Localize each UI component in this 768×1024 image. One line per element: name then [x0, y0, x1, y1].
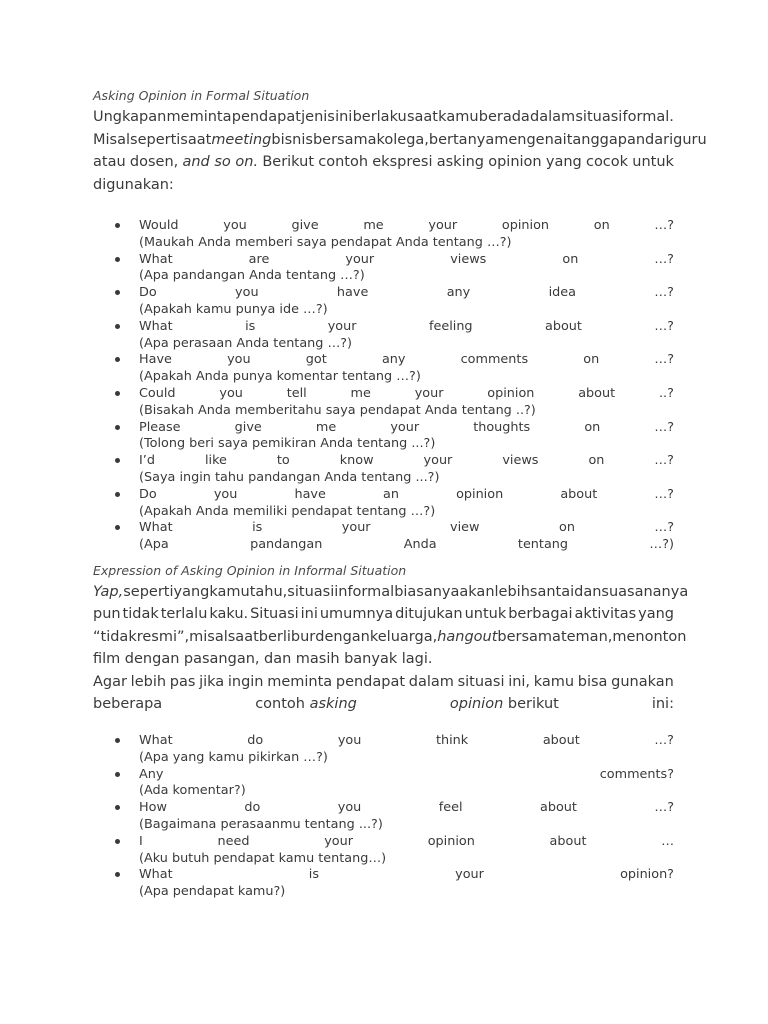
- expression-word: about: [578, 385, 616, 401]
- expression-word: you: [337, 800, 362, 816]
- expression-word: feel: [438, 800, 463, 816]
- expression-word: your: [428, 218, 458, 233]
- paragraph-word: berada: [478, 109, 530, 125]
- list-item: [93, 834, 674, 868]
- paragraph-word: bersama: [312, 131, 377, 148]
- paragraph-word: meeting: [211, 131, 272, 148]
- expression-word: your: [341, 520, 371, 536]
- paragraph-line: [93, 151, 674, 174]
- paragraph-word: yang: [638, 606, 674, 623]
- paragraph-word: formal.: [622, 109, 674, 125]
- expression-word: your: [423, 453, 453, 469]
- paragraph-word: biasanya: [394, 583, 460, 600]
- translation-word: pandangan: [250, 537, 323, 553]
- paragraph-word: situasi: [457, 673, 505, 690]
- paragraph-word: ini: [300, 606, 318, 623]
- document-page: [93, 86, 707, 901]
- list-item: [93, 520, 674, 554]
- paragraph-word: dengan: [315, 628, 370, 645]
- paragraph-word: untuk: [464, 606, 507, 623]
- expression-word: Could: [139, 385, 176, 401]
- expression-word: on: [558, 520, 575, 536]
- bullet-icon: [115, 391, 120, 396]
- indonesian-translation: [139, 302, 674, 319]
- expression-word: …?: [654, 251, 674, 267]
- paragraph-line: [93, 693, 674, 716]
- paragraph-word: situasi: [287, 583, 335, 600]
- expression-word: idea: [548, 285, 576, 301]
- expression-word: Have: [139, 352, 172, 368]
- list-item: [93, 867, 674, 901]
- paragraph-word: kolega,: [376, 131, 429, 148]
- expression-word: you: [337, 732, 362, 748]
- paragraph-word: bertanya: [428, 131, 495, 148]
- paragraph-word: beberapa: [93, 696, 163, 713]
- paragraph-word: bisnis: [271, 131, 313, 148]
- paragraph-word: pendapat: [335, 673, 406, 690]
- expression-word: view: [450, 520, 480, 536]
- paragraph-line: [93, 106, 674, 129]
- expression-word: to: [276, 453, 290, 469]
- list-item: [93, 352, 674, 386]
- translation-text: (Apakah kamu punya ide …?): [139, 301, 328, 317]
- expression-word: any: [446, 285, 471, 301]
- expression-word: your: [414, 385, 444, 401]
- paragraph-word: saat: [406, 109, 438, 125]
- expression-word: have: [336, 285, 369, 301]
- paragraph-word: Ungkapan: [93, 109, 167, 125]
- paragraph-word: berlaku: [352, 109, 407, 125]
- expression-word: an: [382, 486, 399, 502]
- paragraph-word: ingin: [227, 673, 264, 690]
- bullet-icon: [115, 839, 120, 844]
- expression-word: your: [327, 318, 357, 334]
- list-item: [93, 453, 674, 487]
- paragraph-word: umumnya: [319, 606, 394, 623]
- english-expression: [139, 520, 674, 537]
- paragraph-word: dalam: [408, 673, 454, 690]
- expression-word: …?: [654, 800, 674, 816]
- indonesian-translation: [139, 470, 674, 487]
- paragraph-word: meminta: [166, 109, 232, 125]
- paragraph-word: dalam: [530, 109, 576, 125]
- paragraph-word: lebih: [130, 673, 167, 690]
- paragraph-word: Situasi: [250, 606, 299, 623]
- paragraph-word: asking: [436, 154, 484, 170]
- paragraph-word: seperti: [130, 131, 181, 148]
- paragraph-word: Agar: [93, 673, 127, 690]
- expression-word: you: [227, 352, 251, 368]
- paragraph-line: [93, 603, 674, 626]
- paragraph-word: film: [93, 651, 121, 668]
- paragraph-word: ditujukan: [395, 606, 463, 623]
- expression-word: do: [244, 800, 261, 816]
- paragraph-word: contoh asking: [255, 696, 357, 713]
- expression-word: What: [139, 318, 173, 334]
- expression-word: ..?: [658, 385, 674, 401]
- paragraph-word: situasi: [575, 109, 623, 125]
- paragraph-line: [93, 581, 689, 604]
- paragraph-word: jika: [199, 673, 225, 690]
- paragraph-word: bisa: [577, 673, 608, 690]
- expression-word: comments: [460, 352, 529, 368]
- english-expression: [139, 285, 674, 302]
- indonesian-translation: [139, 537, 674, 554]
- translation-text: (Apa pandangan Anda tentang …?): [139, 268, 365, 284]
- paragraph-word: tahu,: [249, 583, 288, 600]
- english-expression: [139, 420, 674, 437]
- paragraph-line: [93, 671, 674, 694]
- paragraph-word: aktivitas: [574, 606, 637, 623]
- expression-word: give: [234, 419, 262, 435]
- english-expression: [139, 352, 674, 369]
- expression-word: Do: [139, 486, 157, 502]
- translation-text: (Bisakah Anda memberitahu saya pendapat Anda tentang ..?): [139, 402, 536, 418]
- bullet-icon: [115, 425, 120, 430]
- expression-word: …?: [654, 218, 674, 233]
- paragraph-word: pun: [93, 606, 121, 623]
- list-item: [93, 218, 674, 252]
- paragraph-word: berbagai: [508, 606, 573, 623]
- expression-word: What: [139, 251, 173, 267]
- paragraph-word: opinion berikut: [449, 696, 559, 713]
- expression-word: opinion?: [620, 867, 674, 883]
- paragraph-word: “tidak: [93, 628, 137, 645]
- bullet-icon: [115, 872, 120, 877]
- english-expression: [139, 487, 674, 504]
- expression-word: …?: [654, 520, 674, 536]
- expression-word: about: [545, 318, 582, 334]
- list-item: [93, 285, 674, 319]
- paragraph-word: keluarga,: [369, 628, 438, 645]
- translation-text: (Apakah Anda punya komentar tentang …?): [139, 369, 421, 385]
- bullet-icon: [115, 458, 120, 463]
- paragraph-word: tanggapan: [566, 131, 646, 148]
- paragraph-word: gunakan: [611, 673, 674, 690]
- expression-word: about: [540, 800, 577, 816]
- expression-word: What: [139, 732, 173, 748]
- translation-text: (Apa perasaan Anda tentang …?): [139, 335, 353, 351]
- paragraph-word: atau: [93, 154, 126, 170]
- paragraph-word: suasananya: [601, 583, 689, 600]
- expression-word: about: [542, 732, 580, 748]
- translation-word: Anda: [403, 537, 437, 553]
- paragraph-word: kamu: [533, 673, 575, 690]
- indonesian-translation: [139, 235, 674, 252]
- expression-word: feeling: [428, 318, 473, 334]
- paragraph-word: contoh: [318, 154, 369, 170]
- expression-word: …?: [654, 732, 674, 748]
- expression-word: thoughts: [473, 419, 531, 435]
- expression-word: on: [588, 453, 605, 469]
- paragraph-word: seperti: [123, 583, 174, 600]
- paragraph-word: berlibur: [258, 628, 316, 645]
- paragraph-formal-intro: [93, 106, 707, 196]
- expression-word: your: [390, 419, 420, 435]
- paragraph-word: teman,: [560, 628, 613, 645]
- paragraph-word: dari: [645, 131, 674, 148]
- expression-word: you: [223, 218, 247, 233]
- translation-word: tentang: [517, 537, 569, 553]
- bullet-icon: [115, 772, 120, 777]
- english-expression: [139, 453, 674, 470]
- paragraph-word: guru: [673, 131, 707, 148]
- expression-word: are: [248, 251, 270, 267]
- indonesian-translation: [139, 783, 674, 800]
- paragraph-word: jenis: [301, 109, 335, 125]
- bullet-icon: [115, 525, 120, 530]
- paragraph-word: kamu: [209, 583, 250, 600]
- paragraph-informal-intro: [93, 581, 689, 716]
- section-heading-formal: Asking Opinion in Formal Situation: [93, 88, 310, 103]
- expression-word: me: [315, 419, 337, 435]
- paragraph-line: [93, 129, 707, 152]
- paragraph-word: misal: [189, 628, 228, 645]
- bullet-icon: [115, 738, 120, 743]
- translation-text: (Apakah Anda memiliki pendapat tentang …?): [139, 503, 436, 519]
- paragraph-word: and so on.: [182, 154, 259, 170]
- expression-word: you: [235, 285, 259, 301]
- paragraph-word: Yap,: [93, 583, 124, 600]
- list-item: [93, 319, 674, 353]
- paragraph-word: yang: [545, 154, 582, 170]
- paragraph-word: yang: [173, 583, 210, 600]
- indonesian-translation: [139, 504, 674, 521]
- section-heading-informal: Expression of Asking Opinion in Informal Situation: [93, 562, 407, 578]
- expression-word: is: [308, 867, 319, 883]
- paragraph-word: banyak: [344, 651, 398, 668]
- paragraph-word: meminta: [267, 673, 333, 690]
- list-item: [93, 733, 674, 767]
- expression-word: Any: [139, 766, 164, 782]
- paragraph-word: pas: [169, 673, 196, 690]
- paragraph-word: ini:: [651, 696, 674, 713]
- paragraph-word: kaku.: [209, 606, 249, 623]
- paragraph-word: menonton: [612, 628, 687, 645]
- formal-expression-list: [93, 218, 674, 554]
- translation-text: (Maukah Anda memberi saya pendapat Anda tentang …?): [139, 234, 512, 250]
- translation-word: …?): [649, 537, 674, 553]
- paragraph-line: [93, 626, 687, 649]
- paragraph-word: masih: [295, 651, 340, 668]
- list-item: [93, 252, 674, 286]
- paragraph-word: santai: [529, 583, 575, 600]
- english-expression: [139, 319, 674, 336]
- list-item: [93, 767, 674, 801]
- expression-word: give: [291, 218, 319, 233]
- expression-word: …: [661, 833, 674, 849]
- expression-word: like: [204, 453, 227, 469]
- expression-word: you: [213, 486, 238, 502]
- english-expression: [139, 767, 674, 784]
- paragraph-word: saat: [227, 628, 259, 645]
- translation-text: (Apa yang kamu pikirkan …?): [139, 749, 328, 765]
- translation-text: (Saya ingin tahu pandangan Anda tentang ...?): [139, 469, 440, 485]
- english-expression: [139, 252, 674, 269]
- expression-word: …?: [654, 419, 674, 435]
- expression-word: your: [324, 833, 353, 849]
- expression-word: I: [139, 833, 143, 849]
- paragraph-word: ekspresi: [372, 154, 433, 170]
- list-item: [93, 386, 674, 420]
- indonesian-translation: [139, 884, 674, 901]
- paragraph-word: dan: [574, 583, 602, 600]
- paragraph-word: dengan: [124, 651, 180, 668]
- indonesian-translation: [139, 436, 674, 453]
- expression-word: need: [217, 833, 250, 849]
- english-expression: [139, 800, 674, 817]
- indonesian-translation: [139, 268, 674, 285]
- indonesian-translation: [139, 403, 674, 420]
- english-expression: [139, 867, 674, 884]
- paragraph-word: cocok: [585, 154, 629, 170]
- paragraph-word: resmi”,: [136, 628, 190, 645]
- bullet-icon: [115, 492, 120, 497]
- expression-word: What: [139, 867, 173, 883]
- expression-word: opinion: [456, 486, 504, 502]
- informal-expression-list: [93, 733, 674, 901]
- paragraph-word: ini: [335, 109, 353, 125]
- indonesian-translation: [139, 750, 674, 767]
- expression-word: any: [381, 352, 406, 368]
- paragraph-word: ini,: [508, 673, 531, 690]
- indonesian-translation: [139, 817, 674, 834]
- expression-word: I’d: [139, 453, 155, 469]
- paragraph-word: pasangan,: [183, 651, 260, 668]
- expression-word: …?: [654, 486, 674, 502]
- expression-word: Please: [139, 419, 181, 435]
- list-item: [93, 420, 674, 454]
- english-expression: [139, 733, 674, 750]
- expression-word: is: [252, 520, 263, 536]
- list-item: [93, 487, 674, 521]
- paragraph-word: lagi.: [401, 651, 433, 668]
- expression-word: What: [139, 520, 173, 536]
- paragraph-word: kamu: [438, 109, 479, 125]
- expression-word: opinion: [427, 833, 475, 849]
- translation-text: (Aku butuh pendapat kamu tentang…): [139, 850, 387, 866]
- expression-word: got: [305, 352, 327, 368]
- expression-word: your: [345, 251, 375, 267]
- indonesian-translation: [139, 851, 674, 868]
- english-expression: [139, 218, 674, 235]
- paragraph-word: dosen,: [129, 154, 179, 170]
- expression-word: think: [435, 732, 469, 748]
- expression-word: you: [219, 385, 243, 401]
- paragraph-word: digunakan:: [93, 176, 174, 193]
- bullet-icon: [115, 290, 120, 295]
- bullet-icon: [115, 324, 120, 329]
- paragraph-word: tidak: [122, 606, 159, 623]
- paragraph-word: terlalu: [160, 606, 208, 623]
- expression-word: How: [139, 800, 167, 816]
- expression-word: opinion: [501, 218, 550, 233]
- paragraph-word: informal: [334, 583, 395, 600]
- expression-word: on: [562, 251, 579, 267]
- expression-word: …?: [654, 318, 674, 334]
- paragraph-word: akan: [459, 583, 495, 600]
- indonesian-translation: [139, 369, 674, 386]
- expression-word: tell: [286, 385, 307, 401]
- paragraph-word: dan: [264, 651, 292, 668]
- expression-word: on: [593, 218, 610, 233]
- expression-word: about: [549, 833, 587, 849]
- paragraph-word: bersama: [497, 628, 561, 645]
- expression-word: …?: [654, 285, 674, 301]
- expression-word: is: [245, 318, 256, 334]
- expression-word: your: [455, 867, 484, 883]
- expression-word: views: [450, 251, 487, 267]
- expression-word: me: [363, 218, 384, 233]
- paragraph-word: lebih: [494, 583, 530, 600]
- english-expression: [139, 834, 674, 851]
- paragraph-word: opinion: [488, 154, 542, 170]
- translation-text: (Ada komentar?): [139, 783, 246, 799]
- translation-text: (Tolong beri saya pemikiran Anda tentang ...?): [139, 436, 436, 452]
- bullet-icon: [115, 223, 120, 228]
- expression-word: have: [294, 486, 326, 502]
- paragraph-word: hangout: [437, 628, 498, 645]
- paragraph-word: Berikut: [262, 154, 315, 170]
- expression-word: …?: [654, 352, 674, 368]
- expression-word: do: [247, 732, 264, 748]
- expression-word: about: [560, 486, 598, 502]
- paragraph-word: mengenai: [494, 131, 567, 148]
- expression-word: Would: [139, 218, 179, 233]
- paragraph-line: [93, 174, 674, 197]
- english-expression: [139, 386, 674, 403]
- indonesian-translation: [139, 336, 674, 353]
- expression-word: on: [584, 419, 601, 435]
- bullet-icon: [115, 257, 120, 262]
- expression-word: on: [583, 352, 600, 368]
- translation-text: (Apa pendapat kamu?): [139, 884, 286, 900]
- bullet-icon: [115, 357, 120, 362]
- list-item: [93, 800, 674, 834]
- expression-word: views: [502, 453, 539, 469]
- translation-text: (Bagaimana perasaanmu tentang ...?): [139, 816, 383, 832]
- paragraph-line: [93, 648, 674, 671]
- translation-word: (Apa: [139, 537, 169, 553]
- expression-word: know: [339, 453, 374, 469]
- expression-word: opinion: [487, 385, 535, 401]
- expression-word: comments?: [599, 766, 674, 782]
- bullet-icon: [115, 805, 120, 810]
- paragraph-word: saat: [180, 131, 212, 148]
- paragraph-word: untuk: [632, 154, 674, 170]
- expression-word: me: [350, 385, 371, 401]
- paragraph-word: pendapat: [231, 109, 301, 125]
- expression-word: …?: [654, 453, 674, 469]
- expression-word: Do: [139, 285, 157, 301]
- paragraph-word: Misal: [93, 131, 131, 148]
